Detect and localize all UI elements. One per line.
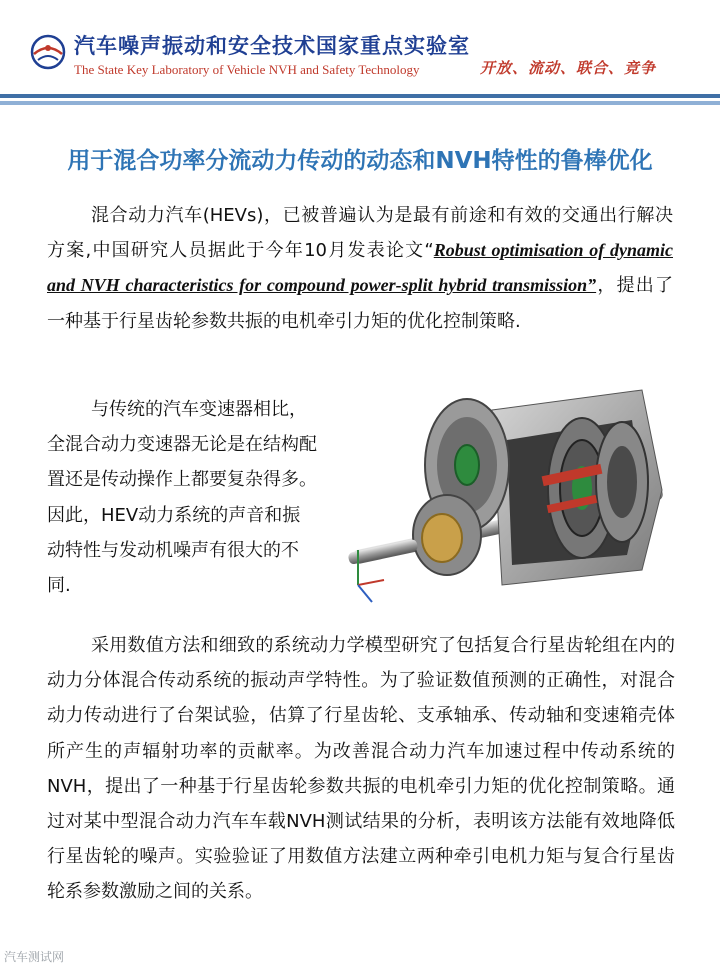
article-title: 用于混合功率分流动力传动的动态和NVH特性的鲁棒优化 bbox=[67, 148, 653, 174]
intro-text-after: ，提出了一种基于行星齿轮参数共振的电机牵引力矩的优化控制策略. bbox=[47, 275, 674, 332]
paragraph-intro bbox=[47, 198, 673, 339]
lab-logo-icon bbox=[30, 34, 66, 70]
paragraph-method-results: 采用数值方法和细致的系统动力学模型研究了包括复合行星齿轮组在内的动力分体混合传动系统的振动声学特性。为了验证数值预测的正确性，对混合动力传动进行了台架试验，估算了行星齿轮、支承轴承、传动轴和变速箱壳体所产生的声辐射功率的贡献率。为改善混合动力汽车加速过程中传动系统的NVH，提出了一种基于行星齿轮参数共振的电机牵引力矩的优化控制策略。通过对某中型混合动力汽车车载NVH测试结果的分析，表明该方法能有效地降低行星齿轮的噪声。实验验证了用数值方法建立两种牵引电机力矩与复合行星齿轮系参数激励之间的关系。 bbox=[47, 635, 675, 903]
header-divider-dark bbox=[0, 94, 720, 98]
lab-name-chinese: 汽车噪声振动和安全技术国家重点实验室 bbox=[74, 34, 470, 58]
paper-reference-link[interactable]: Robust optimisation of dynamic and NVH characteristics for compound power-split hybrid transmission” bbox=[47, 240, 673, 296]
paragraph-comparison: 与传统的汽车变速器相比，全混合动力变速器无论是在结构配置还是传动操作上都要复杂得多。因此，HEV动力系统的声音和振动特性与发动机噪声有很大的不同. bbox=[47, 399, 317, 597]
source-watermark: 汽车测试网 bbox=[4, 950, 65, 964]
hybrid-transmission-cutaway-illustration bbox=[342, 370, 674, 610]
lab-name-english: The State Key Laboratory of Vehicle NVH and Safety Technology bbox=[74, 62, 420, 77]
header-divider-light bbox=[0, 101, 720, 105]
lab-slogan: 开放、流动、联合、竞争 bbox=[480, 59, 657, 77]
page-header bbox=[0, 0, 720, 100]
intro-text-before: 混合动力汽车(HEVs)，已被普遍认为是最有前途和有效的交通出行解决方案,中国研究人员据此于今年10月发表论文“ bbox=[47, 205, 673, 262]
